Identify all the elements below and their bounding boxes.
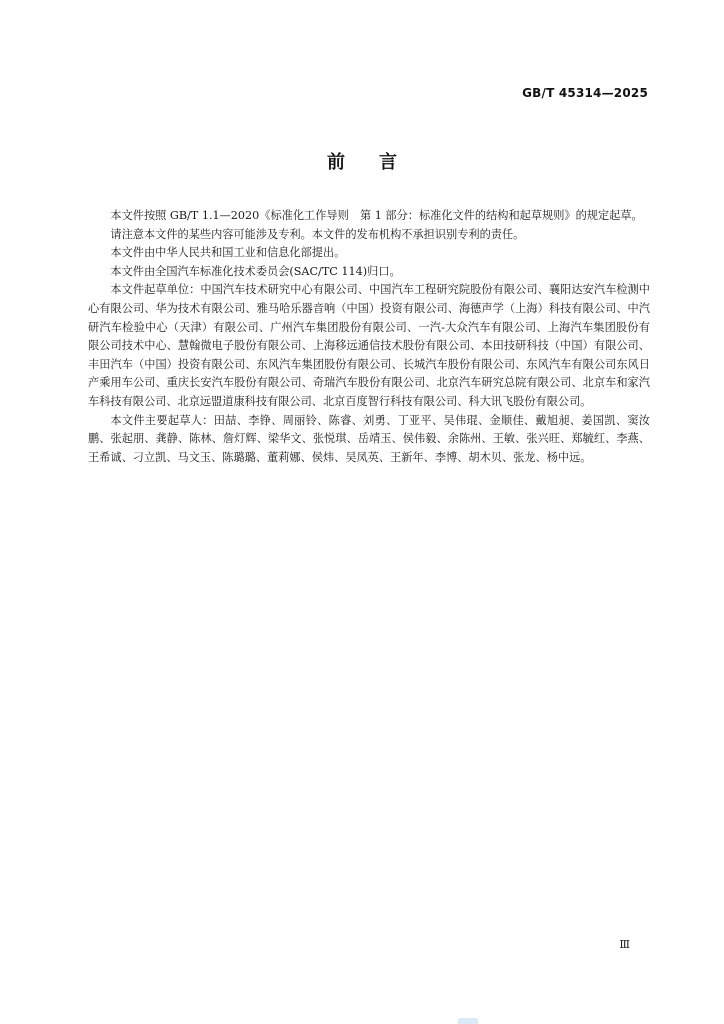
paragraph-drafting-rules: 本文件按照 GB/T 1.1—2020《标准化工作导则 第 1 部分：标准化文件的结构和起草规则》的规定起草。 [110,209,643,222]
standard-number: GB/T 45314—2025 [522,86,648,100]
page-number: Ⅲ [619,938,630,951]
foreword-body [88,207,650,467]
paragraph-patent-notice: 请注意本文件的某些内容可能涉及专利。本文件的发布机构不承担识别专利的责任。 [110,227,525,241]
scroll-indicator [458,1018,478,1024]
page-title: 前言 [327,152,431,173]
paragraph-administrator: 本文件由全国汽车标准化技术委员会(SAC/TC 114)归口。 [110,264,401,278]
paragraph-proposer: 本文件由中华人民共和国工业和信息化部提出。 [110,246,346,260]
paragraph-drafting-units: 本文件起草单位：中国汽车技术研究中心有限公司、中国汽车工程研究院股份有限公司、襄阳达安汽车检测中心有限公司、华为技术有限公司、雅马哈乐器音响（中国）投资有限公司、海德声学（上海）科技有限公司、中汽研汽车检验中心（天津）有限公司、广州汽车集团股份有限公司、一汽-大众汽车有限公司、上海汽车集团股份有限公司技术中心、慧翰微电子股份有限公司、上海移远通信技术股份有限公司、本田技研科技（中国）有限公司、丰田汽车（中国）投资有限公司、东风汽车集团股份有限公司、长城汽车股份有限公司、东风汽车有限公司东风日产乘用车公司、重庆长安汽车股份有限公司、奇瑞汽车股份有限公司、北京汽车研究总院有限公司、北京车和家汽车科技有限公司、北京远盟道康科技有限公司、北京百度智行科技有限公司、科大讯飞股份有限公司。 [88,283,650,408]
paragraph-drafters: 本文件主要起草人：田喆、李铮、周丽铃、陈睿、刘勇、丁亚平、吴伟琨、金顺佳、戴旭昶、姜国凯、窦汝鹏、张起朋、龚静、陈林、詹灯辉、梁华文、张悦琪、岳靖玉、侯伟毅、余陈州、王敏、张兴旺、郑毓红、李燕、王希诚、刁立凯、马文玉、陈璐璐、董莉娜、侯炜、吴凤英、王新年、李博、胡木贝、张龙、杨中远。 [88,413,650,464]
